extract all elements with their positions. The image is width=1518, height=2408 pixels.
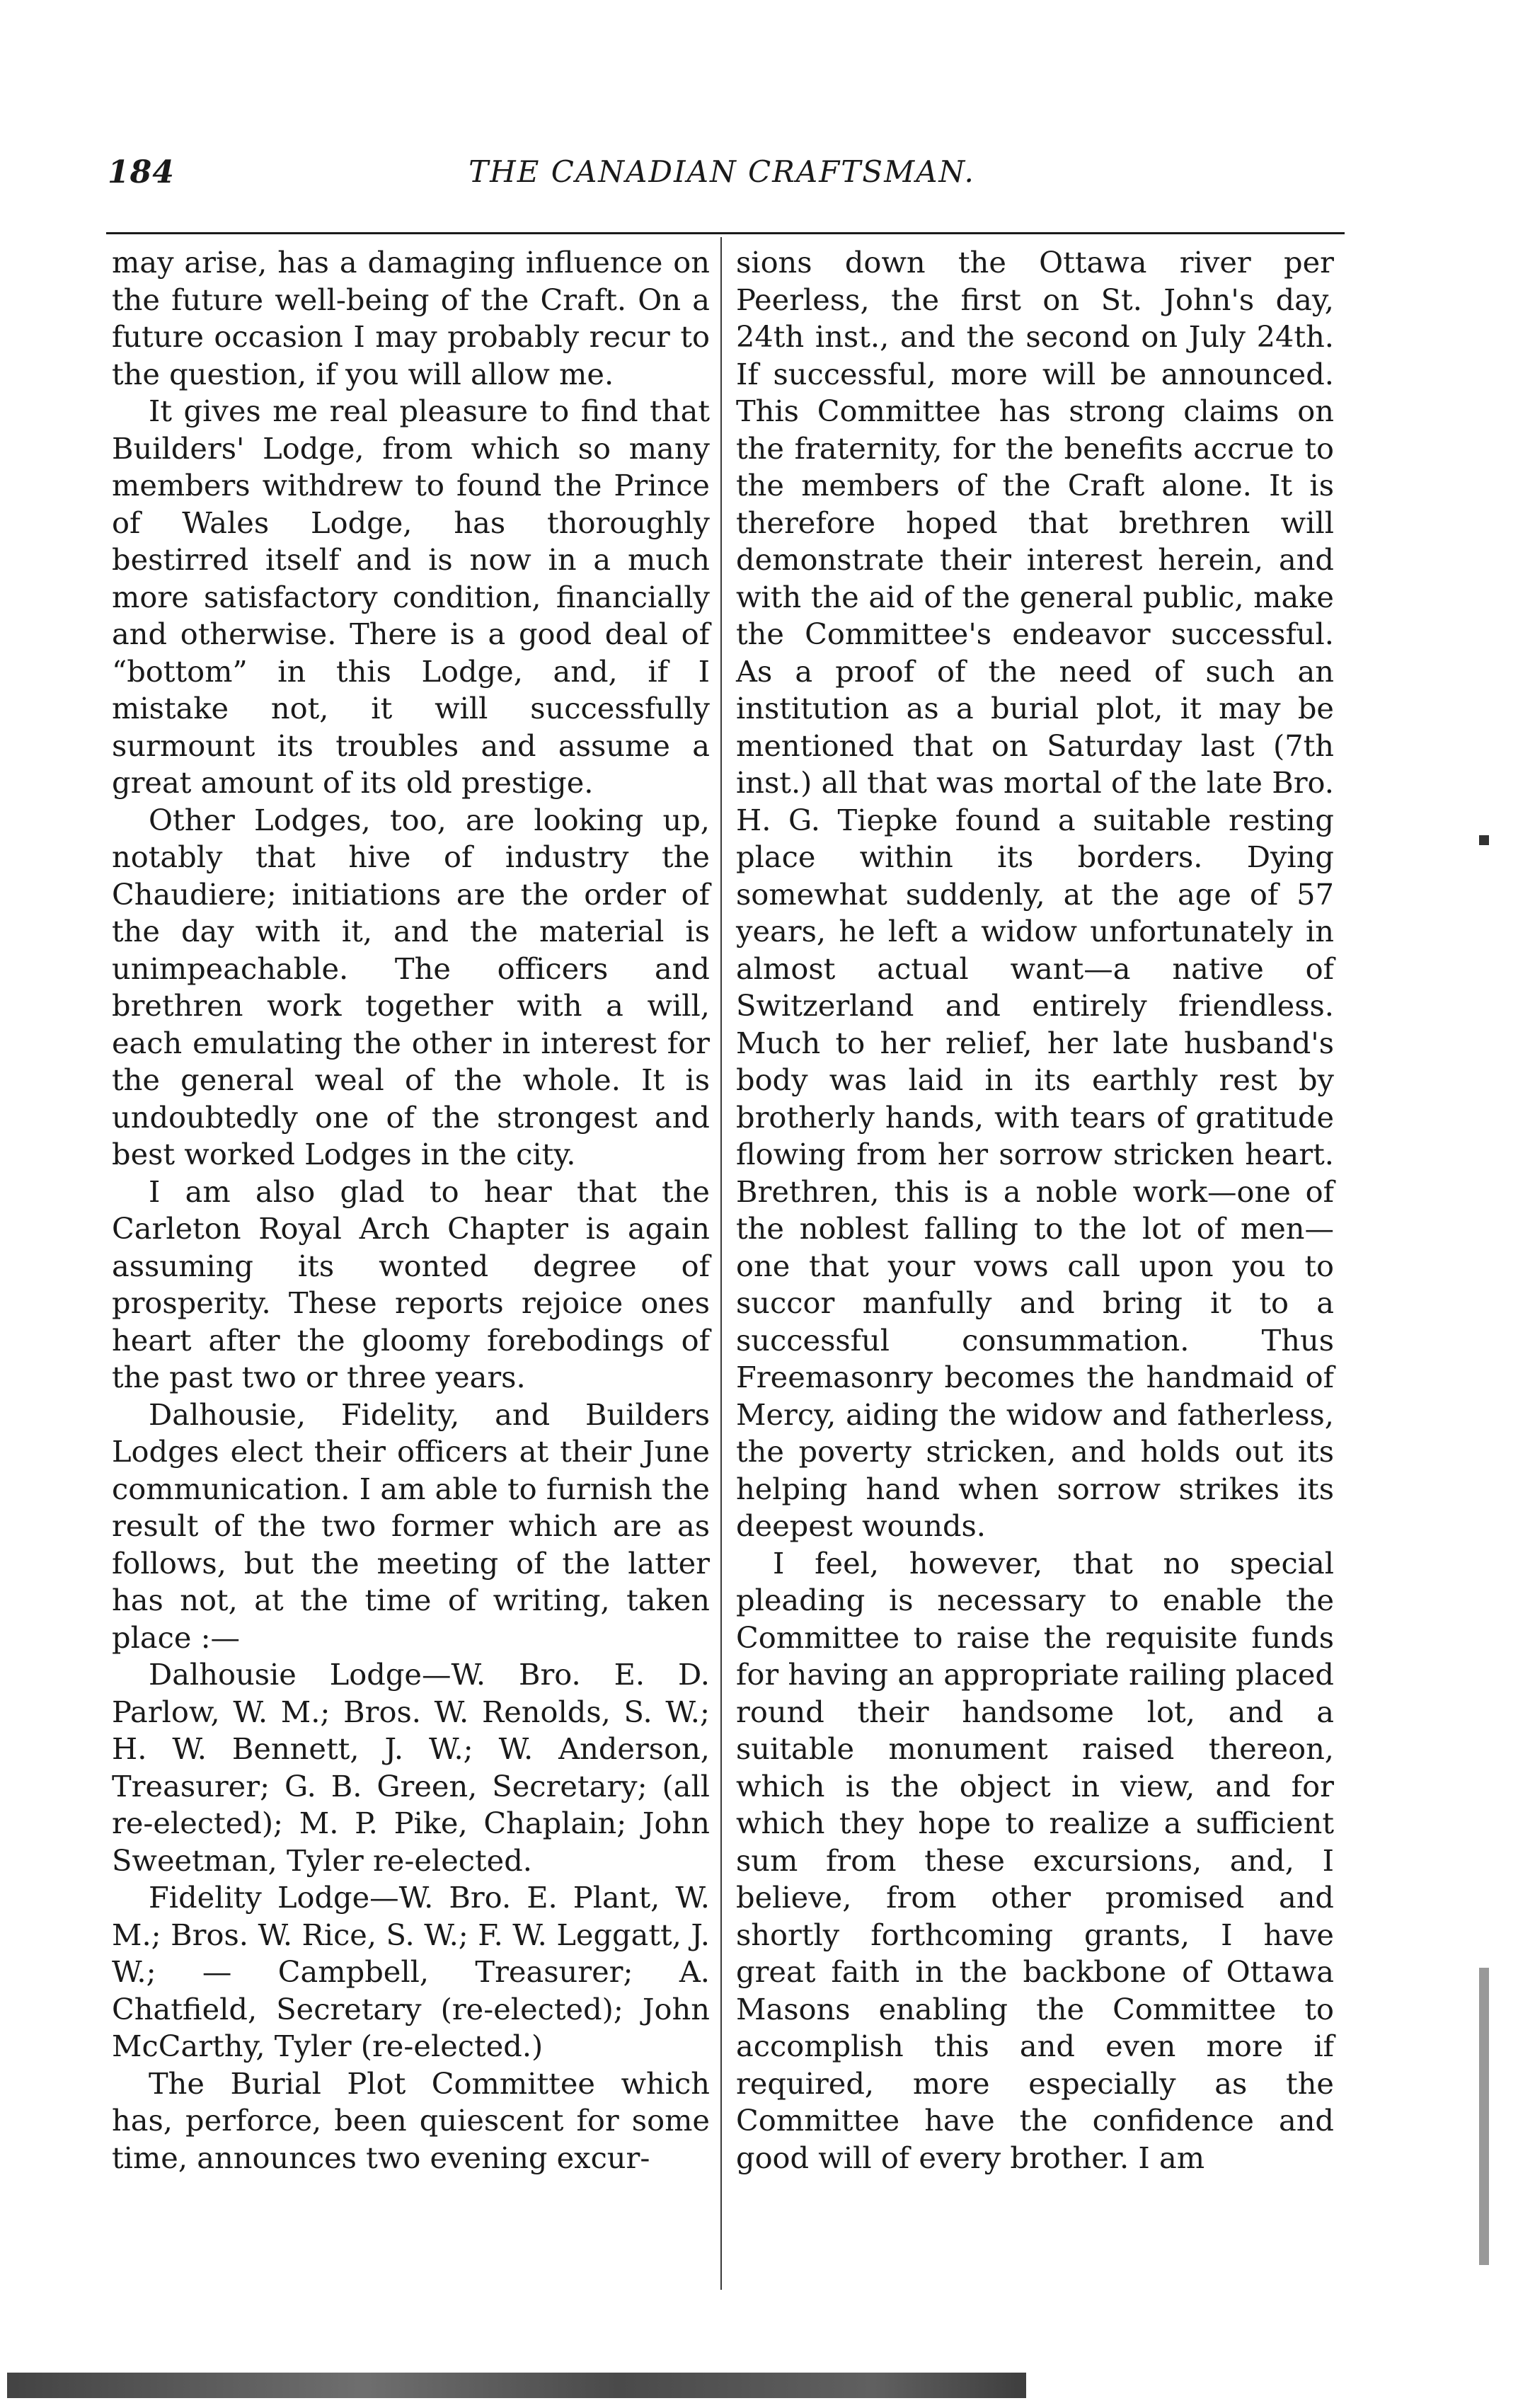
page-header [99,154,1345,204]
page-number: 184 [108,154,175,190]
margin-edge-shadow [1479,1968,1489,2265]
left-paragraph: It gives me real pleasure to find that Builders' Lodge, from which so many members withdrew to found the Prince of Wales Lodge, has thoroughly bestirred itself and is now in a much more satisfactory condition, financially and otherwise. There is a good deal of “bottom” in this Lodge, and, if I mistake not, it will successfully surmount its troubles and assume a great amount of its old prestige. [112,394,710,800]
bottom-scan-bar [7,2373,1026,2398]
left-paragraph: Dalhousie Lodge—W. Bro. E. D. Parlow, W. M.; Bros. W. Renolds, S. W.; H. W. Bennett, J. W.; W. Anderson, Treasurer; G. B. Green, Secretary; (all re-elected); M. P. Pike, Chaplain; John Sweetman, Tyler re-elected. [112,1657,710,1878]
right-paragraph: I feel, however, that no special pleading is necessary to enable the Committee to raise the requisite funds for having an appropriate railing placed round their handsome lot, and a suitable monument raised thereon, which is the object in view, and for which they hope to realize a sufficient sum from these excursions, and, I believe, from other promised and shortly forthcoming grants, I have great faith in the backbone of Ottawa Masons enabling the Committee to accomplish this and even more if required, more especially as the Committee have the confidence and good will of every brother. I am [736,1545,1334,2175]
left-paragraph: Dalhousie, Fidelity, and Builders Lodges elect their officers at their June communication. I am able to furnish the result of the two former which are as follows, but the meeting of the latter has not, at the time of writing, taken place :— [112,1397,710,1655]
margin-speck [1479,835,1489,845]
header-rule [106,232,1345,234]
right-paragraph: sions down the Ottawa river per Peerless, the first on St. John's day, 24th inst., and the second on July 24th. If successful, more will be announced. This Committee has strong claims on the fraternity, for the benefits accrue to the members of the Craft alone. It is therefore hoped that brethren will demonstrate their interest herein, and with the aid of the general public, make the Committee's endeavor successful. As a proof of the need of such an institution as a burial plot, it may be mentioned that on Saturday last (7th inst.) all that was mortal of the late Bro. H. G. Tiepke found a suitable resting place within its borders. Dying somewhat suddenly, at the age of 57 years, he left a widow unfortunately in almost actual want—a native of Switzerland and entirely friendless. Much to her relief, her late husband's body was laid in its earthly rest by brotherly hands, with tears of gratitude flowing from her sorrow stricken heart. Brethren, this is a noble work—one of the noblest falling to the lot of men—one that your vows call upon you to succor manfully and bring it to a successful consummation. Thus Freemasonry becomes the handmaid of Mercy, aiding the widow and fatherless, the poverty stricken, and holds out its helping hand when sorrow strikes its deepest wounds. [736,245,1334,1543]
left-paragraph: Other Lodges, too, are looking up, notably that hive of industry the Chaudiere; initiations are the order of the day with it, and the material is unimpeachable. The officers and brethren work together with a will, each emulating the other in interest for the general weal of the whole. It is undoubtedly one of the strongest and best worked Lodges in the city. [112,802,710,1171]
left-column [112,244,710,2177]
left-paragraph: I am also glad to hear that the Carleton Royal Arch Chapter is again assuming its wonted degree of prosperity. These reports rejoice ones heart after the gloomy forebodings of the past two or three years. [112,1174,710,1394]
left-paragraph: Fidelity Lodge—W. Bro. E. Plant, W. M.; Bros. W. Rice, S. W.; F. W. Leggatt, J. W.; — Campbell, Treasurer; A. Chatfield, Secretary (re-elected); John McCarthy, Tyler (re-elected.) [112,1880,710,2063]
running-title: THE CANADIAN CRAFTSMAN. [468,154,975,189]
left-paragraph: The Burial Plot Committee which has, perforce, been quiescent for some time, announces two evening excur- [112,2065,710,2175]
right-column [736,244,1334,2177]
left-paragraph: may arise, has a damaging influence on the future well-being of the Craft. On a future occasion I may probably recur to the question, if you will allow me. [112,245,710,391]
column-divider [720,237,722,2290]
